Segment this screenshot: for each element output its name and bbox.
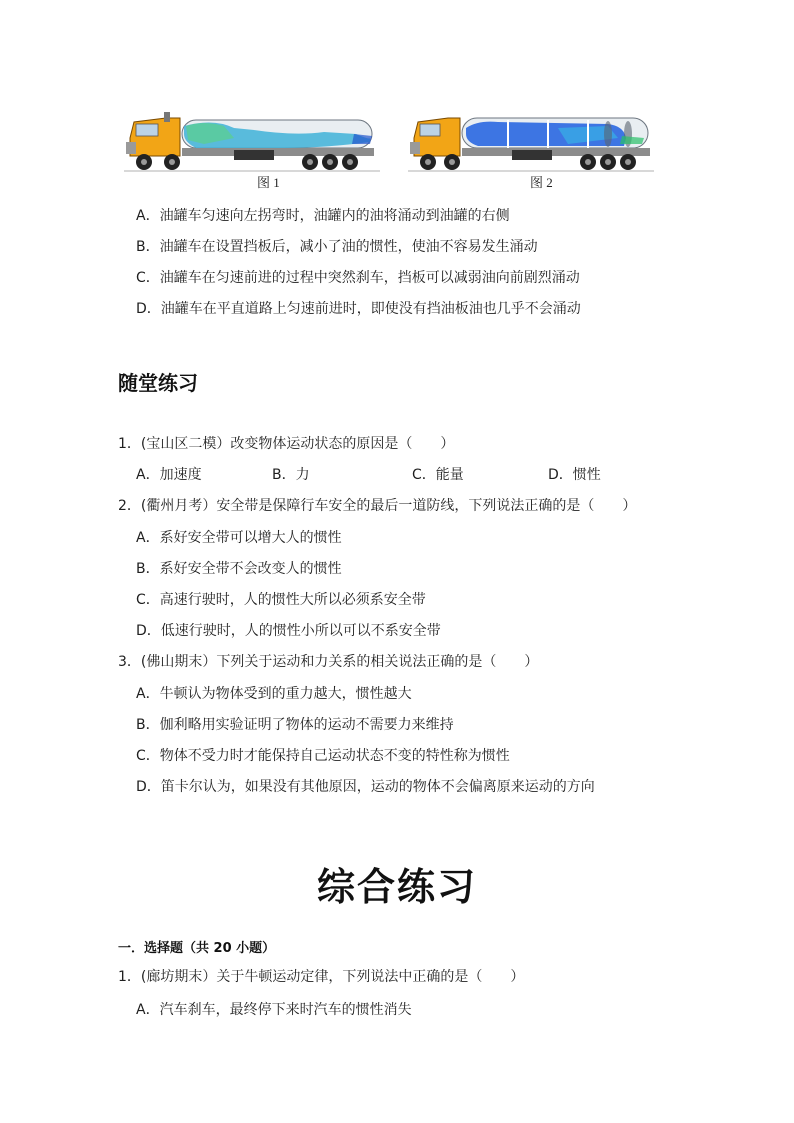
question-3-option-a: A．牛顿认为物体受到的重力越大，惯性越大 (136, 686, 412, 702)
intro-option-a: A．油罐车匀速向左拐弯时，油罐内的油将涌动到油罐的右侧 (136, 208, 510, 224)
question-3-option-c: C．物体不受力时才能保持自己运动状态不变的特性称为惯性 (136, 748, 510, 764)
comprehensive-question-1-option-a: A．汽车刹车，最终停下来时汽车的惯性消失 (136, 1002, 412, 1018)
intro-option-b: B．油罐车在设置挡板后，减小了油的惯性，使油不容易发生涌动 (136, 239, 538, 255)
question-1-option-d: D．惯性 (548, 467, 601, 483)
intro-option-c: C．油罐车在匀速前进的过程中突然刹车，挡板可以减弱油向前剧烈涌动 (136, 270, 580, 286)
question-2-option-c: C．高速行驶时，人的惯性大所以必须系安全带 (136, 592, 426, 608)
subsection-title-choice: 一．选择题（共 20 小题） (118, 941, 276, 956)
tanker-truck-illustration-2 (408, 108, 654, 174)
question-1-option-c: C．能量 (412, 467, 464, 483)
question-3-option-d: D．笛卡尔认为，如果没有其他原因，运动的物体不会偏离原来运动的方向 (136, 779, 595, 795)
section-title-comprehensive: 综合练习 (316, 865, 477, 909)
comprehensive-question-1-stem: 1．(廊坊期末）关于牛顿运动定律，下列说法中正确的是（ ） (118, 969, 525, 985)
question-3-stem: 3．(佛山期末）下列关于运动和力关系的相关说法正确的是（ ） (118, 654, 539, 670)
tanker-truck-illustration-1 (124, 108, 380, 174)
section-title-practice: 随堂练习 (118, 371, 198, 395)
intro-option-d: D．油罐车在平直道路上匀速前进时，即使没有挡油板油也几乎不会涌动 (136, 301, 581, 317)
question-3-option-b: B．伽利略用实验证明了物体的运动不需要力来维持 (136, 717, 454, 733)
figure-1-tanker-truck (124, 108, 380, 174)
figure-2-tanker-truck (408, 108, 654, 174)
figure-2-caption: 图 2 (530, 175, 553, 190)
figure-row (124, 108, 654, 190)
question-1-option-b: B．力 (272, 467, 310, 483)
question-2-stem: 2．(衢州月考）安全带是保障行车安全的最后一道防线，下列说法正确的是（ ） (118, 498, 637, 514)
figure-1-caption: 图 1 (257, 175, 280, 190)
question-2-option-a: A．系好安全带可以增大人的惯性 (136, 530, 342, 546)
question-2-option-b: B．系好安全带不会改变人的惯性 (136, 561, 342, 577)
question-1-stem: 1．(宝山区二模）改变物体运动状态的原因是（ ） (118, 436, 455, 452)
question-1-option-a: A．加速度 (136, 467, 202, 483)
question-2-option-d: D．低速行驶时，人的惯性小所以可以不系安全带 (136, 623, 441, 639)
